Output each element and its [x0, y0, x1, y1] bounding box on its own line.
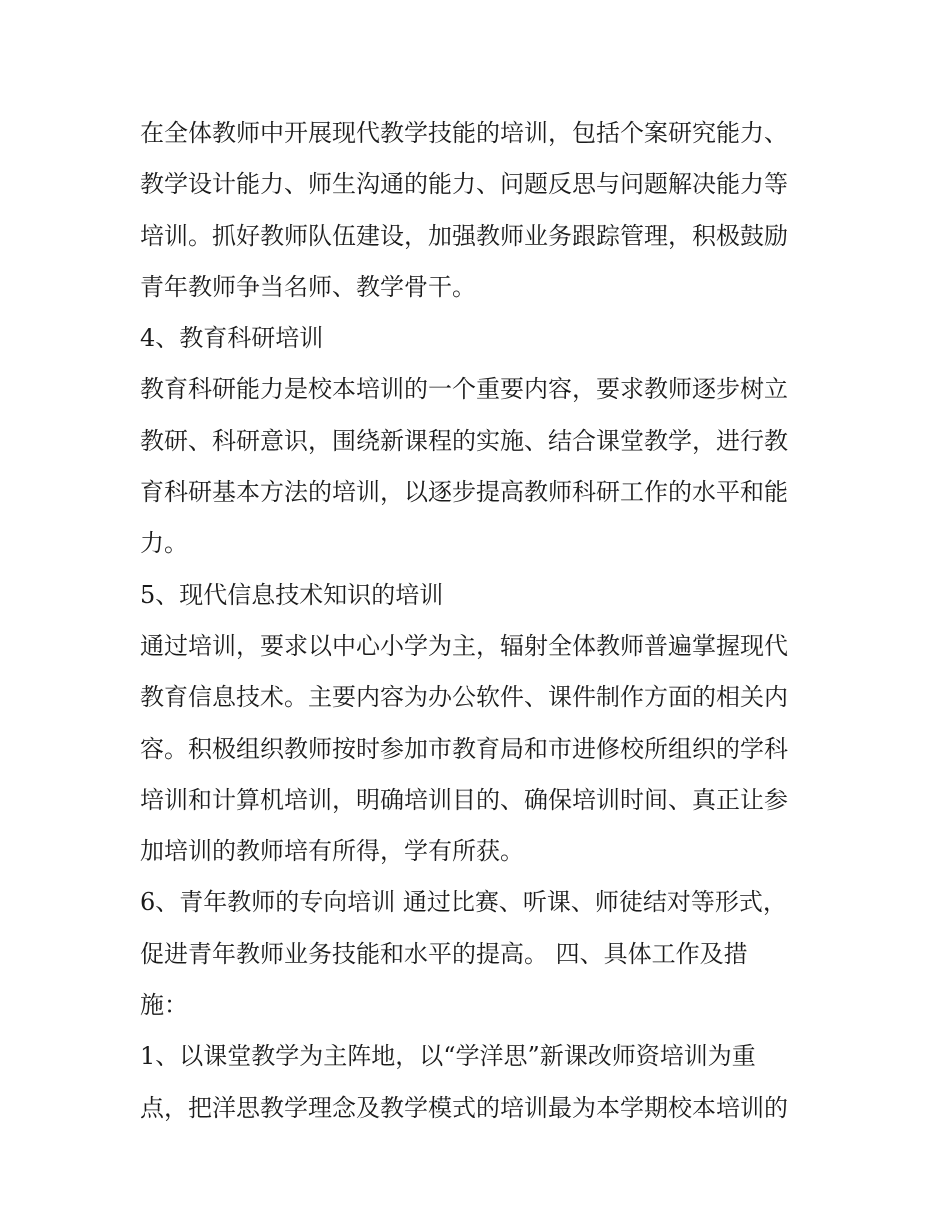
text-line-18: 施：: [140, 991, 188, 1020]
text-line-7: 教研、科研意识，围绕新课程的实施、结合课堂教学，进行教: [140, 426, 788, 455]
section-heading-4: 4、教育科研培训: [140, 324, 324, 353]
text-line-3: 培训。抓好教师队伍建设，加强教师业务跟踪管理，积极鼓励: [140, 221, 788, 250]
text-line-11: 通过培训，要求以中心小学为主，辐射全体教师普遍掌握现代: [140, 631, 788, 660]
text-line-17: 促进青年教师业务技能和水平的提高。 四、具体工作及措: [140, 939, 748, 968]
document-body: [140, 108, 820, 1134]
text-line-2: 教学设计能力、师生沟通的能力、问题反思与问题解决能力等: [140, 170, 788, 199]
text-line-4: 青年教师争当名师、教学骨干。: [140, 272, 476, 301]
text-line-12: 教育信息技术。主要内容为办公软件、课件制作方面的相关内: [140, 683, 788, 712]
section-heading-6: 6、青年教师的专向培训 通过比赛、听课、师徒结对等形式，: [140, 888, 787, 917]
text-line-20: 点，把洋思教学理念及教学模式的培训最为本学期校本培训的: [140, 1093, 788, 1122]
text-line-13: 容。积极组织教师按时参加市教育局和市进修校所组织的学科: [140, 734, 788, 763]
text-line-1: 在全体教师中开展现代教学技能的培训，包括个案研究能力、: [140, 119, 788, 147]
text-line-15: 加培训的教师培有所得，学有所获。: [140, 837, 524, 866]
text-line-8: 育科研基本方法的培训，以逐步提高教师科研工作的水平和能: [140, 478, 788, 507]
text-line-9: 力。: [140, 529, 188, 558]
text-line-19: 1、以课堂教学为主阵地，以“学洋思”新课改师资培训为重: [140, 1042, 756, 1071]
section-heading-5: 5、现代信息技术知识的培训: [140, 580, 444, 609]
text-line-6: 教育科研能力是校本培训的一个重要内容，要求教师逐步树立: [140, 375, 788, 404]
text-line-14: 培训和计算机培训，明确培训目的、确保培训时间、真正让参: [140, 785, 788, 814]
